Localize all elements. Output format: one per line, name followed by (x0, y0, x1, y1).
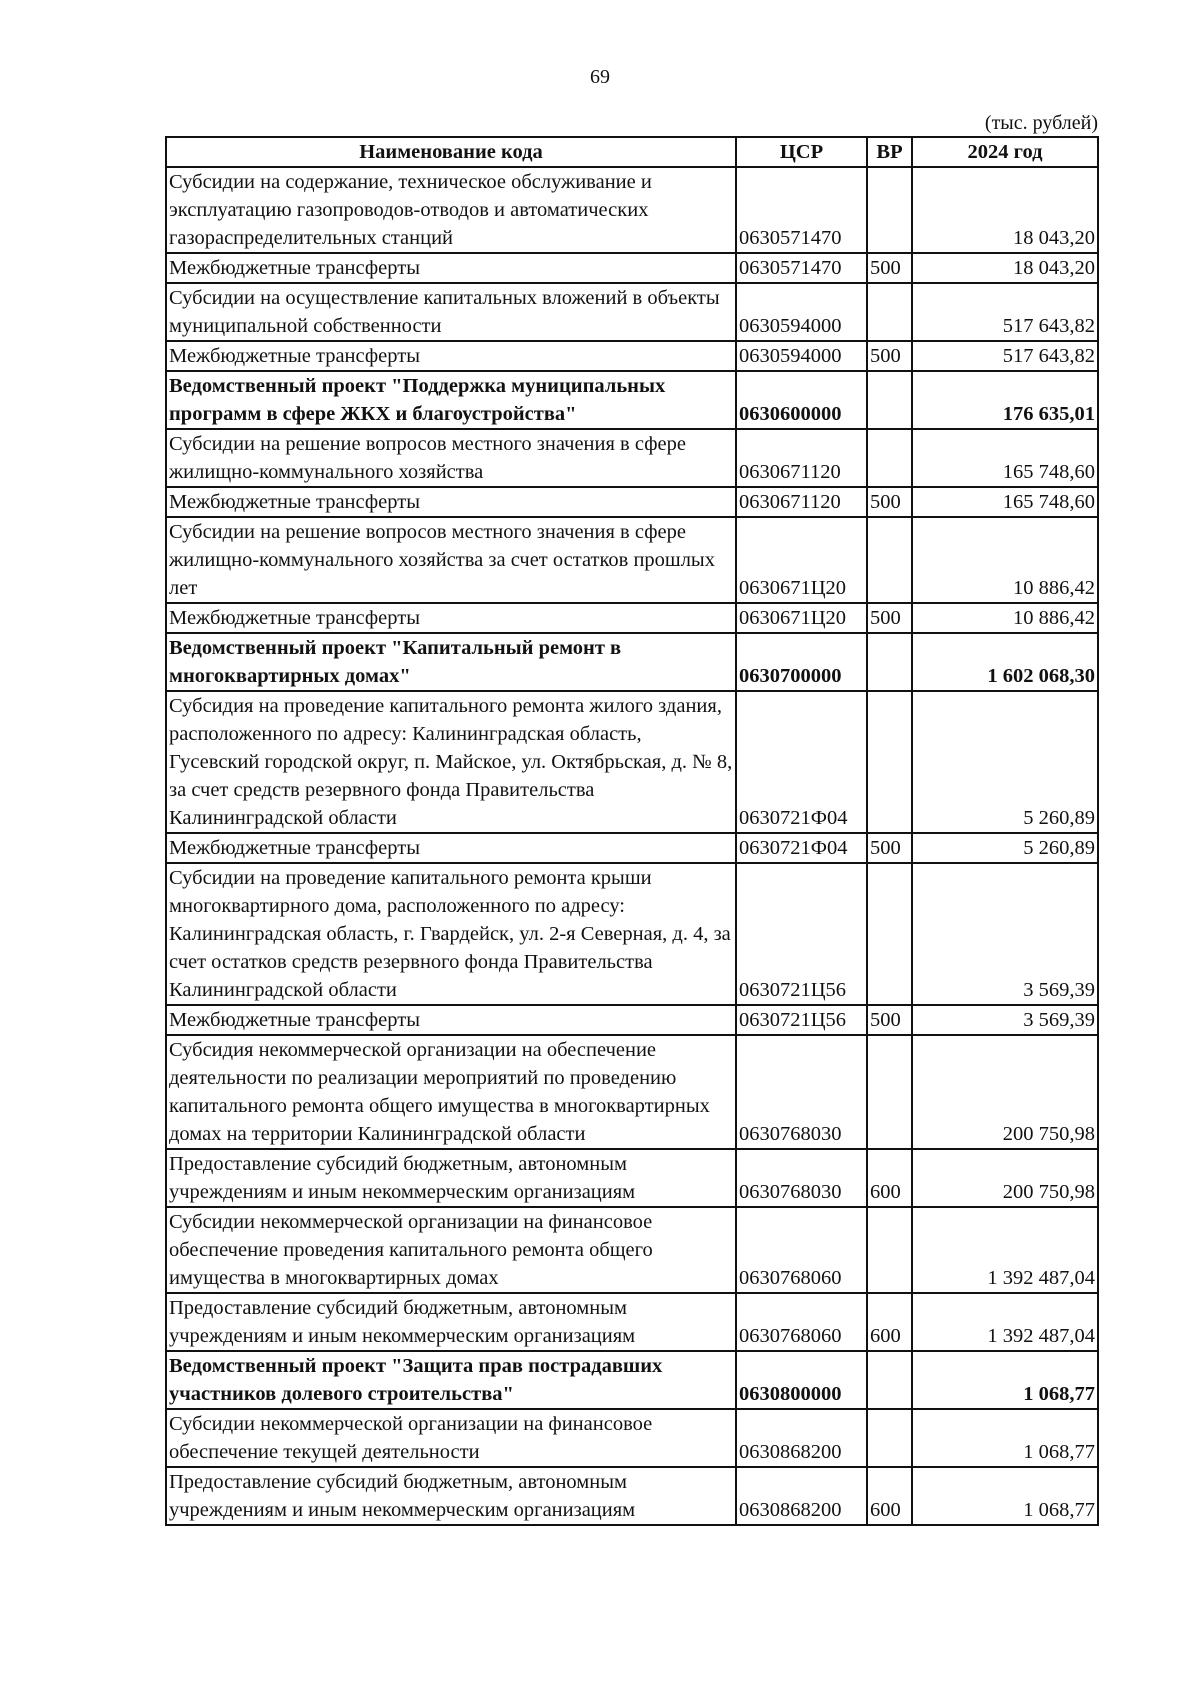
row-csr-cell: 0630671Ц20 (736, 517, 867, 603)
header-amount: 2024 год (912, 137, 1098, 167)
row-vr-cell: 500 (867, 487, 912, 517)
row-amount-cell: 10 886,42 (912, 517, 1098, 603)
row-amount-cell: 3 569,39 (912, 863, 1098, 1005)
header-csr: ЦСР (736, 137, 867, 167)
row-amount-cell: 165 748,60 (912, 487, 1098, 517)
row-amount-cell: 1 068,77 (912, 1409, 1098, 1467)
row-csr-cell: 0630671120 (736, 487, 867, 517)
table-row (166, 1351, 1098, 1409)
row-amount-cell: 18 043,20 (912, 253, 1098, 283)
table-row (166, 863, 1098, 1005)
row-vr-cell (867, 167, 912, 253)
row-vr-cell: 500 (867, 253, 912, 283)
row-name-cell: Субсидии на содержание, техническое обслуживание и эксплуатацию газопроводов-отводов и автоматических газораспределительных станций (166, 167, 736, 253)
row-amount-cell: 5 260,89 (912, 691, 1098, 833)
row-amount-cell: 1 068,77 (912, 1467, 1098, 1525)
row-amount-cell: 10 886,42 (912, 603, 1098, 633)
row-csr-cell: 0630768060 (736, 1207, 867, 1293)
row-name-cell: Субсидии некоммерческой организации на финансовое обеспечение текущей деятельности (166, 1409, 736, 1467)
row-csr-cell: 0630571470 (736, 167, 867, 253)
table-header-row (166, 137, 1098, 167)
row-amount-cell: 1 392 487,04 (912, 1207, 1098, 1293)
row-vr-cell (867, 283, 912, 341)
row-vr-cell: 500 (867, 341, 912, 371)
row-vr-cell (867, 1035, 912, 1149)
row-csr-cell: 0630721Ц56 (736, 1005, 867, 1035)
row-csr-cell: 0630800000 (736, 1351, 867, 1409)
row-amount-cell: 1 602 068,30 (912, 633, 1098, 691)
row-csr-cell: 0630594000 (736, 341, 867, 371)
row-name-cell: Предоставление субсидий бюджетным, автономным учреждениям и иным некоммерческим организациям (166, 1467, 736, 1525)
table-row (166, 691, 1098, 833)
table-row (166, 1293, 1098, 1351)
row-name-cell: Субсидии на решение вопросов местного значения в сфере жилищно-коммунального хозяйства (166, 429, 736, 487)
row-csr-cell: 0630768060 (736, 1293, 867, 1351)
header-vr: ВР (867, 137, 912, 167)
row-vr-cell: 600 (867, 1467, 912, 1525)
row-name-cell: Межбюджетные трансферты (166, 253, 736, 283)
row-name-cell: Предоставление субсидий бюджетным, автономным учреждениям и иным некоммерческим организациям (166, 1293, 736, 1351)
row-csr-cell: 0630768030 (736, 1035, 867, 1149)
table-body (166, 167, 1098, 1525)
table-row (166, 371, 1098, 429)
row-name-cell: Субсидии на решение вопросов местного значения в сфере жилищно-коммунального хозяйства за счет остатков прошлых лет (166, 517, 736, 603)
row-vr-cell (867, 691, 912, 833)
row-amount-cell: 5 260,89 (912, 833, 1098, 863)
row-amount-cell: 165 748,60 (912, 429, 1098, 487)
row-name-cell: Субсидии некоммерческой организации на финансовое обеспечение проведения капитального ремонта общего имущества в многоквартирных домах (166, 1207, 736, 1293)
units-label: (тыс. рублей) (984, 112, 1098, 134)
table-row (166, 603, 1098, 633)
header-name: Наименование кода (166, 137, 736, 167)
row-name-cell: Межбюджетные трансферты (166, 833, 736, 863)
row-csr-cell: 0630594000 (736, 283, 867, 341)
row-name-cell: Субсидия некоммерческой организации на обеспечение деятельности по реализации мероприятий по проведению капитального ремонта общего имущества в многоквартирных домах на территории Калининградской области (166, 1035, 736, 1149)
row-csr-cell: 0630868200 (736, 1409, 867, 1467)
row-vr-cell (867, 1409, 912, 1467)
row-amount-cell: 1 068,77 (912, 1351, 1098, 1409)
row-name-cell: Субсидии на осуществление капитальных вложений в объекты муниципальной собственности (166, 283, 736, 341)
table-row (166, 429, 1098, 487)
row-amount-cell: 3 569,39 (912, 1005, 1098, 1035)
row-amount-cell: 200 750,98 (912, 1035, 1098, 1149)
row-csr-cell: 0630768030 (736, 1149, 867, 1207)
row-amount-cell: 176 635,01 (912, 371, 1098, 429)
table-row (166, 517, 1098, 603)
table-row (166, 253, 1098, 283)
row-vr-cell: 500 (867, 833, 912, 863)
row-csr-cell: 0630721Ц56 (736, 863, 867, 1005)
table-row (166, 167, 1098, 253)
row-name-cell: Межбюджетные трансферты (166, 603, 736, 633)
table-row (166, 283, 1098, 341)
row-csr-cell: 0630868200 (736, 1467, 867, 1525)
row-amount-cell: 517 643,82 (912, 341, 1098, 371)
row-name-cell: Предоставление субсидий бюджетным, автономным учреждениям и иным некоммерческим организациям (166, 1149, 736, 1207)
row-name-cell: Субсидия на проведение капитального ремонта жилого здания, расположенного по адресу: Калининградская область, Гусевский городской округ, п. Майское, ул. Октябрьская, д. № 8, за счет средств резервного фонда Правительства Калининградской области (166, 691, 736, 833)
row-vr-cell (867, 863, 912, 1005)
row-amount-cell: 517 643,82 (912, 283, 1098, 341)
row-name-cell: Субсидии на проведение капитального ремонта крыши многоквартирного дома, расположенного по адресу: Калининградская область, г. Гвардейск, ул. 2-я Северная, д. 4, за счет остатков средств резервного фонда Правительства Калининградской области (166, 863, 736, 1005)
row-name-cell: Ведомственный проект "Поддержка муниципальных программ в сфере ЖКХ и благоустройства" (166, 371, 736, 429)
row-vr-cell (867, 633, 912, 691)
table-row (166, 1149, 1098, 1207)
row-name-cell: Ведомственный проект "Защита прав пострадавших участников долевого строительства" (166, 1351, 736, 1409)
row-vr-cell (867, 429, 912, 487)
row-csr-cell: 0630721Ф04 (736, 691, 867, 833)
row-csr-cell: 0630671120 (736, 429, 867, 487)
row-vr-cell: 600 (867, 1149, 912, 1207)
budget-table (165, 136, 1099, 1526)
table-row (166, 487, 1098, 517)
row-vr-cell: 500 (867, 603, 912, 633)
row-csr-cell: 0630671Ц20 (736, 603, 867, 633)
table-row (166, 1409, 1098, 1467)
row-vr-cell: 600 (867, 1293, 912, 1351)
table-row (166, 341, 1098, 371)
table-row (166, 633, 1098, 691)
row-name-cell: Ведомственный проект "Капитальный ремонт в многоквартирных домах" (166, 633, 736, 691)
row-amount-cell: 1 392 487,04 (912, 1293, 1098, 1351)
row-vr-cell (867, 517, 912, 603)
table-row (166, 1005, 1098, 1035)
row-csr-cell: 0630571470 (736, 253, 867, 283)
row-vr-cell (867, 1207, 912, 1293)
table-row (166, 1207, 1098, 1293)
row-name-cell: Межбюджетные трансферты (166, 1005, 736, 1035)
row-vr-cell (867, 371, 912, 429)
table-row (166, 833, 1098, 863)
table-row (166, 1035, 1098, 1149)
row-csr-cell: 0630721Ф04 (736, 833, 867, 863)
page-number: 69 (590, 66, 610, 88)
row-amount-cell: 18 043,20 (912, 167, 1098, 253)
table-row (166, 1467, 1098, 1525)
row-amount-cell: 200 750,98 (912, 1149, 1098, 1207)
row-vr-cell: 500 (867, 1005, 912, 1035)
row-csr-cell: 0630600000 (736, 371, 867, 429)
row-name-cell: Межбюджетные трансферты (166, 341, 736, 371)
row-csr-cell: 0630700000 (736, 633, 867, 691)
row-vr-cell (867, 1351, 912, 1409)
row-name-cell: Межбюджетные трансферты (166, 487, 736, 517)
